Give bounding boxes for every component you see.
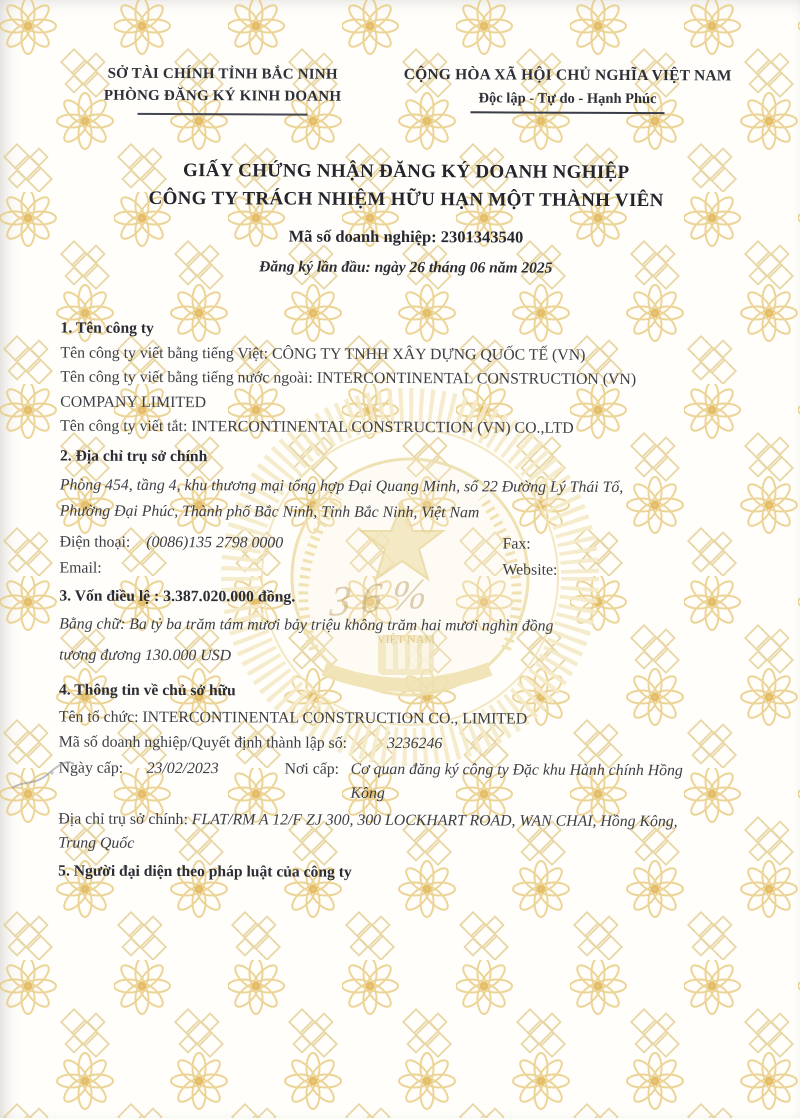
owner-reg-label: Mã số doanh nghiệp/Quyết định thành lập số: (58, 733, 348, 752)
website-label: Website: (502, 560, 558, 579)
head-office-address: Phòng 454, tầng 4, khu thương mại tổng hợp Đại Quang Minh, số 22 Đường Lý Thái Tổ, Phường Đại Phúc, Thành phố Bắc Ninh, Tỉnh Bắc Ninh, Việt Nam (59, 476, 624, 522)
charter-capital-amount: 3.387.020.000 đồng. (163, 587, 296, 606)
owner-org-label: Tên tổ chức: (58, 708, 139, 726)
company-name-vn-label: Tên công ty viết bằng tiếng Việt: (60, 344, 269, 362)
owner-organization-line (59, 705, 749, 733)
owner-address-value: FLAT/RM A 12/F ZJ 300, 300 LOCKHART ROAD, WAN CHAI, Hồng Kông, Trung Quốc (58, 810, 678, 852)
owner-org-value: INTERCONTINENTAL CONSTRUCTION CO., LIMITED (142, 708, 528, 728)
issuer-underline (137, 113, 307, 116)
email-website-row (59, 556, 749, 584)
email-label: Email: (59, 559, 102, 577)
certificate-title-line1: GIẤY CHỨNG NHẬN ĐĂNG KÝ DOANH NGHIỆP (183, 160, 630, 184)
issue-date-place-row (58, 756, 748, 808)
enterprise-code-line: Mã số doanh nghiệp: 2301343540 (288, 226, 524, 247)
issue-date-value: 23/02/2023 (146, 759, 219, 777)
emblem-ribbon-text: VIỆT NAM (376, 632, 436, 646)
company-name-vn-value: CÔNG TY TNHH XÂY DỰNG QUỐC TẾ (VN) (271, 344, 586, 364)
owner-address-label: Địa chỉ trụ sở chính: (58, 810, 188, 828)
owner-address-line (58, 807, 706, 858)
national-motto: Độc lập - Tự do - Hạnh Phúc (470, 88, 664, 114)
watermark-overlay-text: 36% (328, 570, 439, 626)
issuer-office: PHÒNG ĐĂNG KÝ KINH DOANH (103, 87, 342, 105)
certificate-title-line2: CÔNG TY TRÁCH NHIỆM HỮU HẠN MỘT THÀNH VIÊN (148, 187, 664, 212)
capital-usd-equivalent: tương đương 130.000 USD (59, 646, 232, 665)
scan-artifact-mark (8, 750, 80, 798)
issue-place-label: Nơi cấp: (284, 760, 340, 778)
company-name-foreign-value: INTERCONTINENTAL CONSTRUCTION (VN) COMPANY LIMITED (60, 369, 637, 411)
charter-capital-row (59, 585, 749, 613)
document-header (61, 63, 751, 118)
company-name-foreign-line (60, 366, 692, 418)
first-registration-line: Đăng ký lần đầu: ngày 26 tháng 06 năm 2025 (259, 257, 553, 277)
fax-label: Fax: (502, 535, 531, 553)
capital-in-words: Bằng chữ: Ba tỷ ba trăm tám mươi bảy triệu không trăm hai mươi nghìn đồng (59, 615, 554, 635)
section1-heading: 1. Tên công ty (60, 319, 154, 337)
phone-fax-row (60, 531, 750, 559)
certificate-body (58, 317, 750, 887)
phone-label: Điện thoại: (59, 533, 131, 551)
national-title: CỘNG HÒA XÃ HỘI CHỦ NGHĨA VIỆT NAM (403, 66, 732, 85)
issuer-department: SỞ TÀI CHÍNH TỈNH BẮC NINH (107, 65, 338, 83)
issue-date-label: Ngày cấp: (58, 759, 124, 777)
section5-heading: 5. Người đại diện theo pháp luật của công ty (58, 862, 352, 881)
national-header-block (383, 64, 751, 118)
company-name-short-label: Tên công ty viết tắt: (60, 417, 188, 436)
phone-value: (0086)135 2798 0000 (146, 533, 284, 552)
owner-registration-line (59, 731, 749, 759)
issuing-authority-block (61, 63, 383, 116)
section3-heading: 3. Vốn điều lệ : (59, 587, 160, 605)
section4-heading: 4. Thông tin về chủ sở hữu (58, 681, 236, 700)
company-name-vn-line (60, 341, 750, 369)
company-name-short-line (60, 415, 750, 443)
company-name-short-value: INTERCONTINENTAL CONSTRUCTION (VN) CO.,LTD (191, 418, 574, 437)
owner-reg-number: 3236246 (386, 734, 443, 753)
company-name-foreign-label: Tên công ty viết bằng tiếng nước ngoài: (60, 368, 313, 387)
issue-place-value: Cơ quan đăng ký công ty Đặc khu Hành chính Hồng Kông (350, 760, 683, 802)
section2-heading: 2. Địa chỉ trụ sở chính (59, 447, 208, 465)
certificate-title-block (61, 157, 751, 216)
